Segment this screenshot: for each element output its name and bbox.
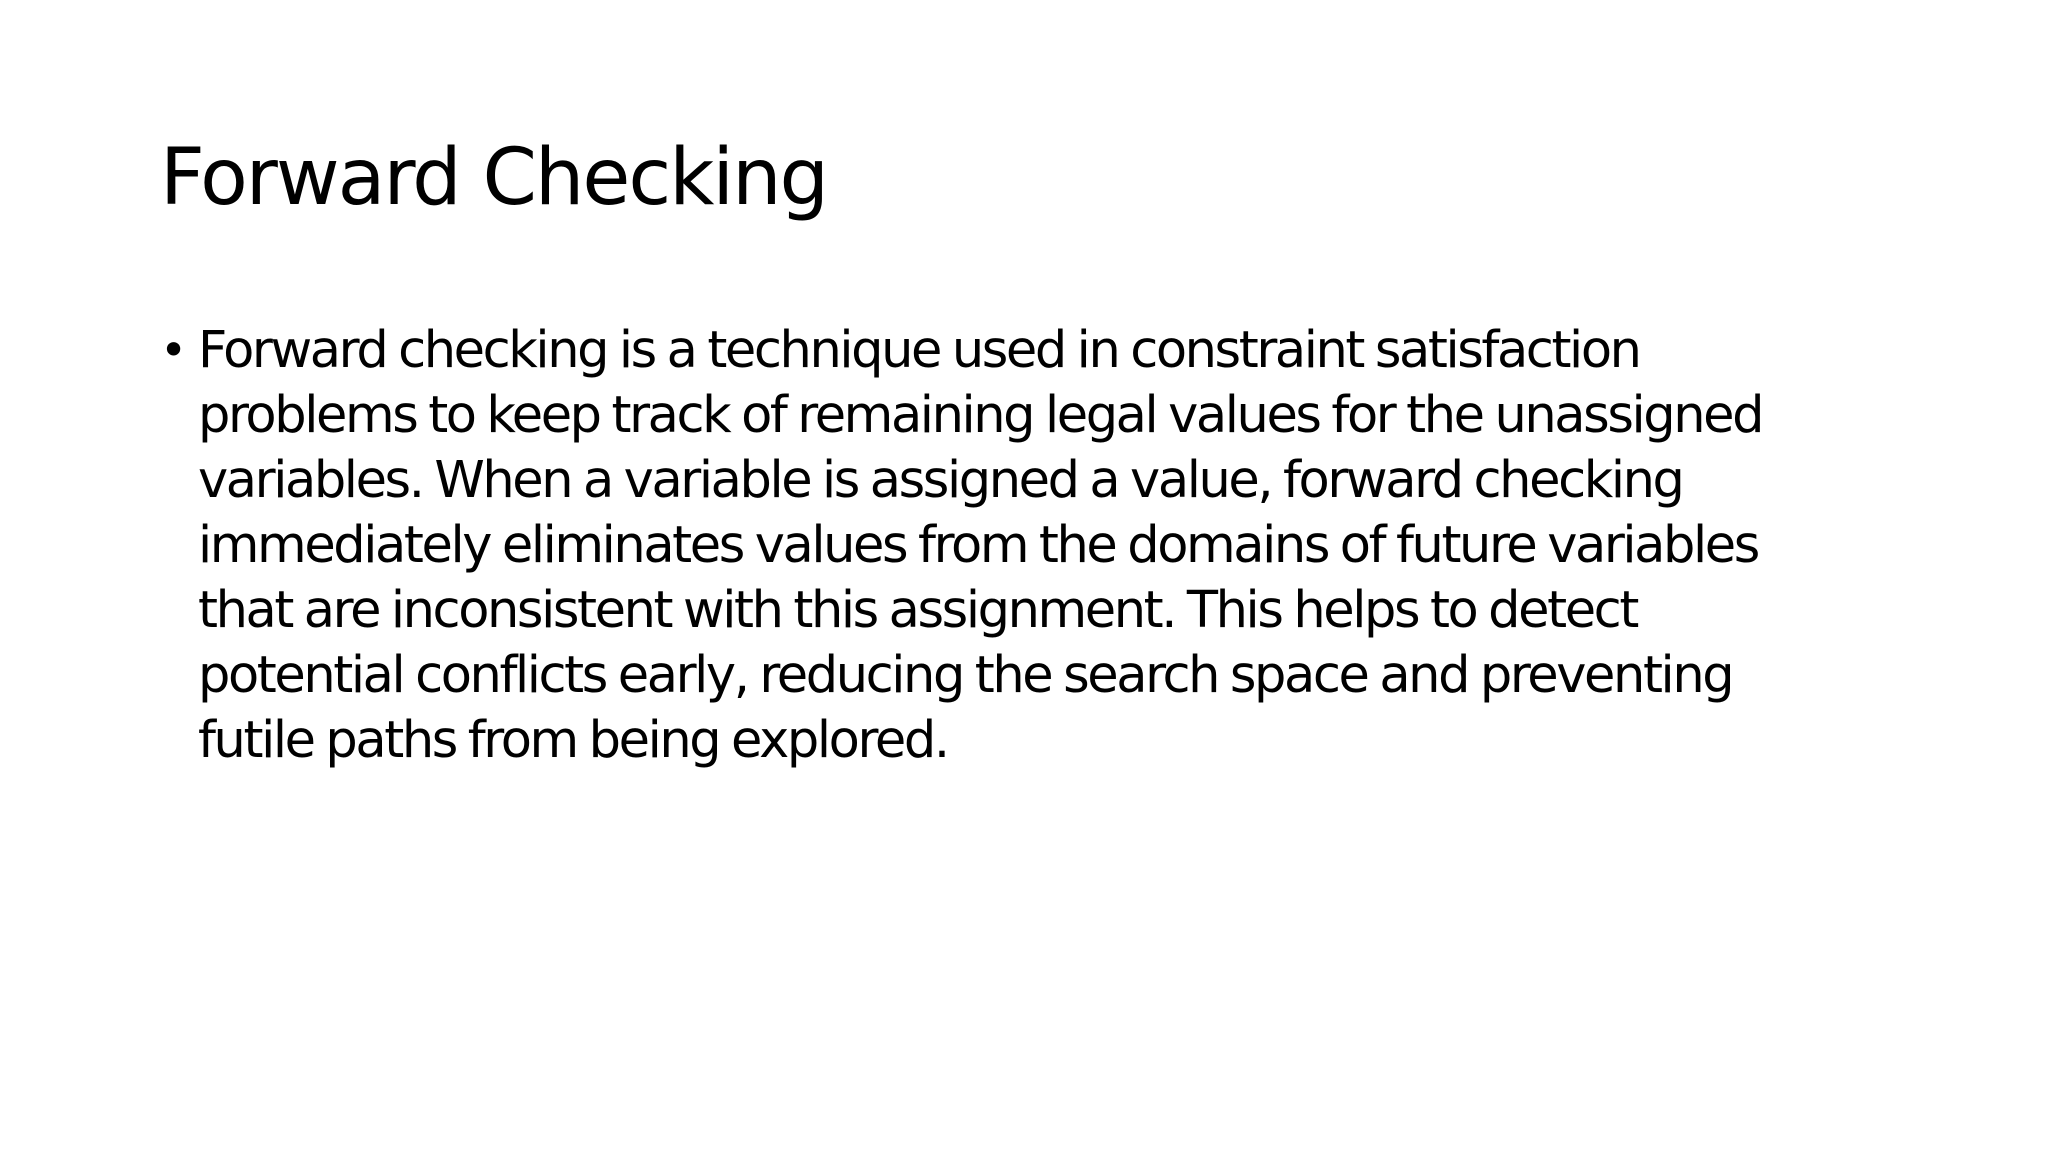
bullet-item xyxy=(160,318,1860,773)
bullet-line: Forward checking is a technique used in constraint satisfaction xyxy=(198,321,1640,380)
bullet-line: variables. When a variable is assigned a value, forward checking xyxy=(198,451,1683,510)
bullet-text xyxy=(198,318,1860,773)
bullet-line: that are inconsistent with this assignment. This helps to detect xyxy=(198,581,1637,640)
slide-title: Forward Checking xyxy=(160,133,828,223)
bullet-line: immediately eliminates values from the domains of future variables xyxy=(198,516,1758,575)
bullet-marker: • xyxy=(160,323,188,377)
bullet-line: problems to keep track of remaining legal values for the unassigned xyxy=(198,386,1763,445)
bullet-line: futile paths from being explored. xyxy=(198,711,948,770)
bullet-line: potential conflicts early, reducing the search space and preventing xyxy=(198,646,1733,705)
bullet-list xyxy=(160,318,1860,773)
